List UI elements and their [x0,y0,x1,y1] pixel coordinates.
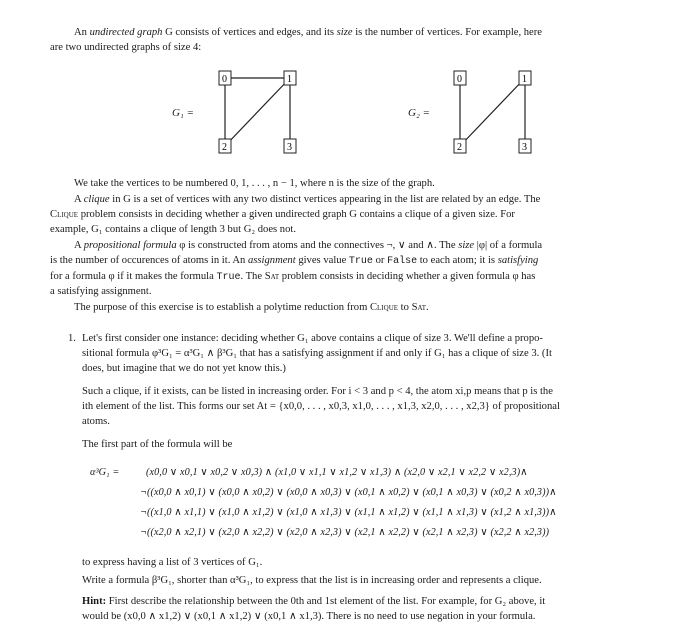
hint-label: Hint: [82,596,107,607]
clique-line-2: Clique problem consists in deciding whether a given undirected graph G contains a clique of a given size. For [50,209,515,220]
q1-line-1: Let's first consider one instance: deciding whether G₁ above contains a clique of size 3. We'll define a propo- [82,333,543,344]
intro-line-1: An undirected graph G consists of vertices and edges, and its size is the number of vertices. For example, here [74,27,542,38]
formula-row-3: ¬((x1,0 ∧ x1,1) ∨ (x1,0 ∧ x1,2) ∨ (x1,0 ∧ x1,3) ∨ (x1,1 ∧ x1,2) ∨ (x1,1 ∧ x1,3) ∨ (x1,2 ∧ x1,3))∧ [140,507,557,518]
para-vertices: We take the vertices to be numbered 0, 1, . . . , n − 1, where n is the size of the graph. [74,178,435,189]
graph-g2 [440,68,540,158]
clique-line-1: A clique in G is a set of vertices with any two distinct vertices appearing in the list are related by an edge. The [74,194,541,205]
g1-vertex-2-label: 2 [222,142,227,153]
formula-lhs: α³G₁ = [90,467,120,478]
g1-vertex-3-label: 3 [287,142,292,153]
q1-para2-line-1: Such a clique, if it exists, can be listed in increasing order. For i < 3 and p < 4, the atom xi,p means that p is the [82,386,553,397]
q1-hint-line-2: would be (x0,0 ∧ x1,2) ∨ (x0,1 ∧ x1,2) ∨ (x0,1 ∧ x1,3). There is no need to use negation in your formula. [82,611,536,622]
g2-vertex-3-label: 3 [522,142,527,153]
g1-label: G₁ = [172,107,194,119]
purpose-line: The purpose of this exercise is to establish a polytime reduction from Clique to Sat. [74,302,429,313]
g2-label: G₂ = [408,107,430,119]
g1-vertex-0-label: 0 [222,74,227,85]
q1-write: Write a formula β³G₁, shorter than α³G₁, to express that the list is in increasing order and represents a clique. [82,575,542,586]
q1-para2-line-3: atoms. [82,416,110,427]
g2-vertex-1-label: 1 [522,74,527,85]
formula-row-2: ¬((x0,0 ∧ x0,1) ∨ (x0,0 ∧ x0,2) ∨ (x0,0 ∧ x0,3) ∨ (x0,1 ∧ x0,2) ∨ (x0,1 ∧ x0,3) ∨ (x0,2 ∧ x0,3))∧ [140,487,557,498]
prop-line-1: A propositional formula φ is constructed from atoms and the connectives ¬, ∨ and ∧. The size |φ| of a formula [74,240,543,251]
q1-number: 1. [68,333,76,344]
q1-hint-line-1: Hint: First describe the relationship between the 0th and 1st element of the list. For example, for G₂ above, it [82,596,546,607]
prop-line-2: is the number of occurences of atoms in it. An assignment gives value True or False to each atom; it is satisfying [50,255,539,267]
q1-first-part: The first part of the formula will be [82,439,233,450]
q1-line-2: sitional formula φ³G₁ = α³G₁ ∧ β³G₁ that has a satisfying assignment if and only if G₁ has a clique of size 3. (It [82,348,552,359]
clique-line-3: example, G₁ contains a clique of length 3 but G₂ does not. [50,224,296,235]
q1-express: to express having a list of 3 vertices of G₁. [82,557,263,568]
prop-line-4: a satisfying assignment. [50,286,152,297]
intro-line-2: are two undirected graphs of size 4: [50,42,202,53]
graph-g1 [205,68,305,158]
g2-vertex-2-label: 2 [457,142,462,153]
formula-row-4: ¬((x2,0 ∧ x2,1) ∨ (x2,0 ∧ x2,2) ∨ (x2,0 ∧ x2,3) ∨ (x2,1 ∧ x2,2) ∨ (x2,1 ∧ x2,3) ∨ (x2,2 ∧ x2,3)) [140,527,550,538]
q1-line-3: does, but imagine that we do not yet know this.) [82,363,286,374]
q1-para2-line-2: ith element of the list. This forms our set At = {x0,0, . . . , x0,3, x1,0, . . . , x1,3, x2,0, . . . , x2,3} of propositional [82,401,560,412]
g2-vertex-0-label: 0 [457,74,462,85]
g1-vertex-1-label: 1 [287,74,292,85]
formula-row-1: (x0,0 ∨ x0,1 ∨ x0,2 ∨ x0,3) ∧ (x1,0 ∨ x1,1 ∨ x1,2 ∨ x1,3) ∧ (x2,0 ∨ x2,1 ∨ x2,2 ∨ x2,3)∧ [146,467,528,478]
prop-line-3: for a formula φ if it makes the formula True. The Sat problem consists in deciding whether a given formula φ has [50,271,536,283]
